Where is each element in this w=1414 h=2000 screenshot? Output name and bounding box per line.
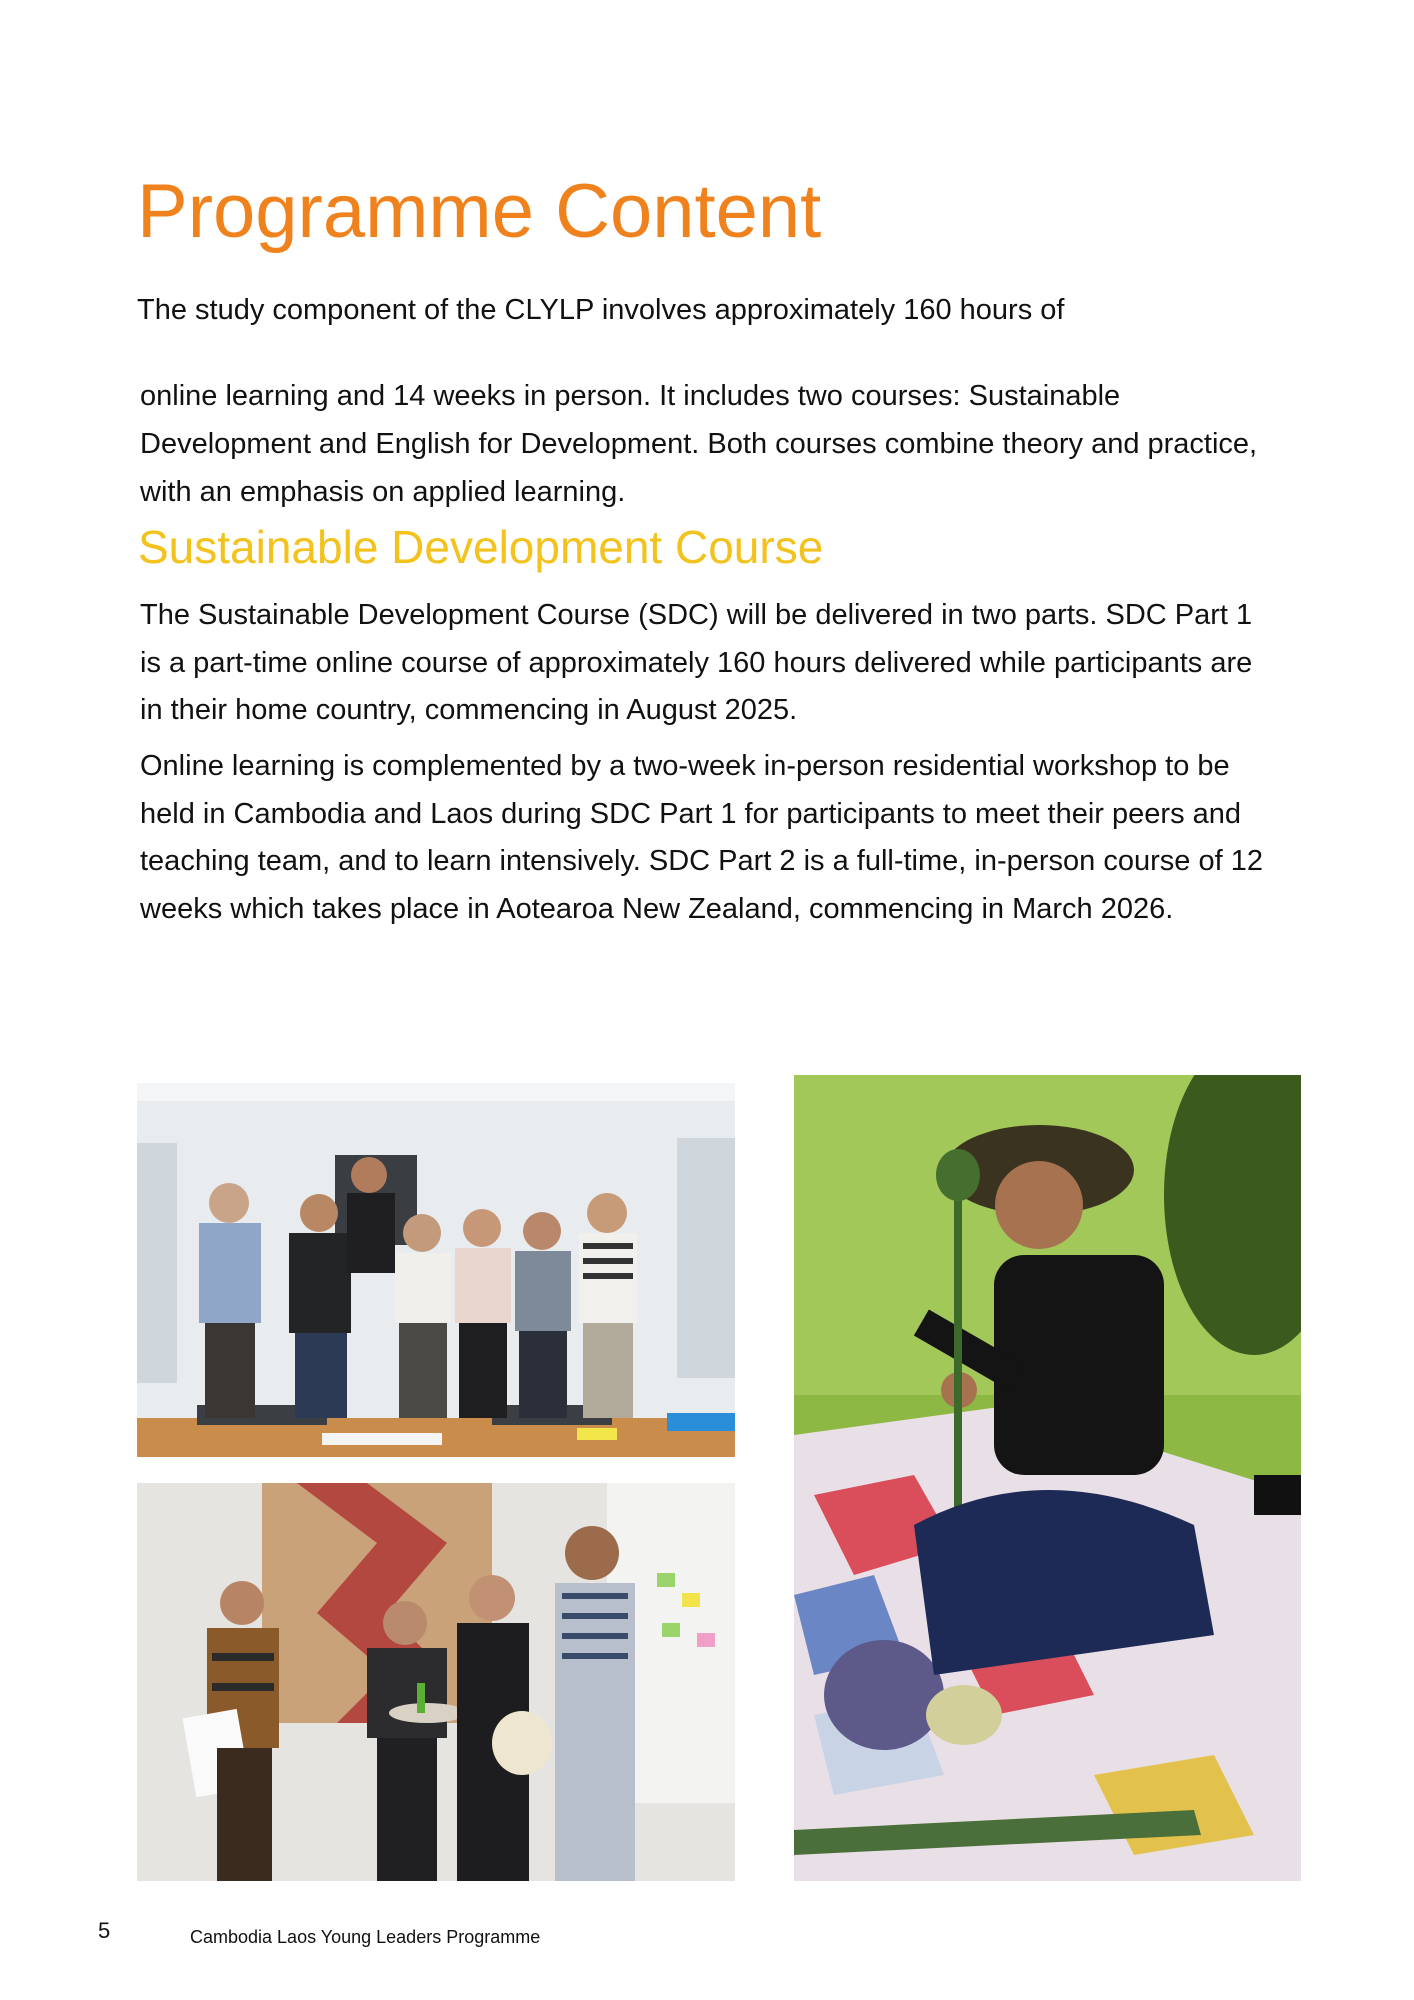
section-paragraph-1: The Sustainable Development Course (SDC) will be delivered in two parts. SDC Part 1 is a part-time online course of approximately 160 hours delivered while participants are in their home country, commencing in August 2025.: [140, 599, 1253, 726]
intro-paragraph-first-line: The study component of the CLYLP involves approximately 160 hours of: [137, 294, 1065, 326]
workshop-photo: [137, 1483, 735, 1881]
page-title: Programme Content: [137, 169, 822, 254]
group-photo: [137, 1083, 735, 1457]
footer-text: Cambodia Laos Young Leaders Programme: [190, 1927, 541, 1947]
section-heading: Sustainable Development Course: [138, 521, 824, 573]
intro-paragraph: online learning and 14 weeks in person. It includes two courses: Sustainable Development and English for Development. Both courses combine theory and practice, with an emphasis on applied learning.: [140, 380, 1258, 508]
page-number: 5: [98, 1918, 111, 1943]
section-paragraph-2: Online learning is complemented by a two-week in-person residential workshop to be held in Cambodia and Laos during SDC Part 1 for participants to meet their peers and teaching team, and to learn intensively. SDC Part 2 is a full-time, in-person course of 12 weeks which takes place in Aotearoa New Zealand, commencing in March 2026.: [140, 750, 1263, 925]
outdoor-portrait-photo: [794, 1075, 1301, 1881]
